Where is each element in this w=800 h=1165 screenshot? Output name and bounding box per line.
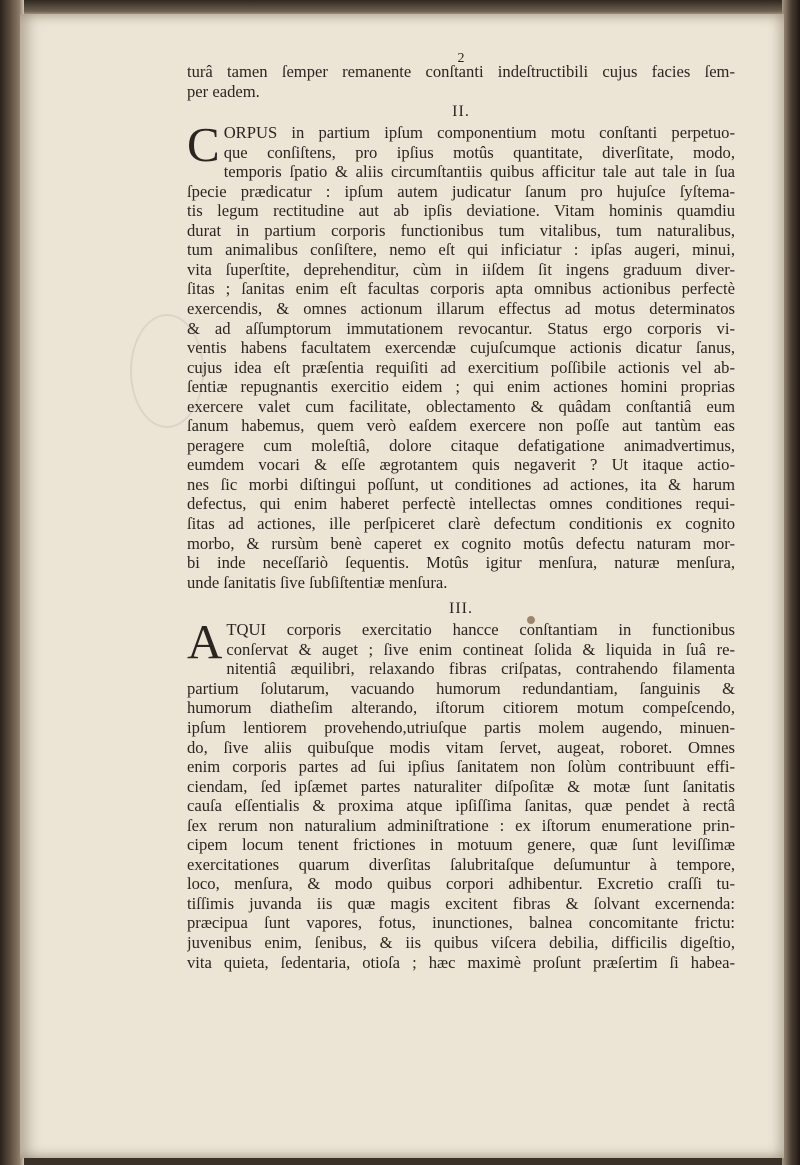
text-line: ſpecie prædicatur : ipſum autem judicatur ſanum pro hujuſce ſyſtema- [187, 181, 735, 201]
text-line: ſentiæ repugnantis exercitio eidem ; qui enim actiones homini proprias [187, 377, 735, 397]
text-line: vita ſuperſtite, deprehenditur, cùm in iiſdem ſit ingens graduum diver- [187, 259, 735, 279]
text-line: exercitationes quarum diverſitas ſalubritaſque deſumuntur à tempore, [187, 854, 735, 874]
text-line: eumdem vocari & eſſe ægrotantem quis negaverit ? Ut itaque actio- [187, 455, 735, 475]
book-edge-right [782, 0, 800, 1165]
section-3-paragraph [187, 614, 735, 972]
text-line: durat in partium corporis functionibus tum vitalibus, tum naturalibus, [187, 220, 735, 240]
text-line: turâ tamen ſemper remanente conſtanti indeſtructibili cujus facies ſem- [187, 62, 735, 81]
text-line: ORPUS in partium ipſum componentium motu conſtanti perpetuo- [223, 123, 735, 143]
text-line: præcipua ſunt vapores, fotus, inunctiones, balnea concomitante frictu: [187, 913, 735, 933]
text-line: cipem locum tenent frictiones in motuum genere, quæ ſunt leviſſimæ [187, 835, 735, 855]
text-line: bi inde neceſſariò ſequentis. Motûs igitur menſura, naturæ menſura, [187, 553, 735, 573]
text-line: defectus, qui enim haberet perfectè intellectas omnes conditiones requi- [187, 494, 735, 514]
text-line: unde ſanitatis ſive ſubſiſtentiæ menſura. [187, 572, 448, 592]
text-line: nitentiâ æquilibri, relaxando fibras criſpatas, contrahendo filamenta [226, 659, 735, 679]
text-line: ſitas ad actiones, ille perſpiceret clarè defectum conditionis ex cognito [187, 514, 735, 534]
text-line: nes ſic morbi diſtingui poſſunt, ut conditiones ad actiones, ita & harum [187, 474, 735, 494]
section-heading-3: III. [449, 600, 473, 618]
page-text [187, 52, 735, 972]
text-line: conſervat & auget ; ſive enim contineat ſolida & liquida in ſuâ re- [226, 639, 735, 659]
text-line: & ad aſſumptorum immutationem revocantur. Status ergo corporis vi- [187, 318, 735, 338]
text-line: partium ſolutarum, vacuando humorum redundantiam, ſanguinis & [187, 678, 735, 698]
dropcap-letter: C [187, 117, 220, 173]
text-line: cauſa eſſentialis & proxima atque ipſiſſima ſanitas, quæ pendet à rectâ [187, 796, 735, 816]
text-line: loco, menſura, & modo quibus corpori adhibentur. Excretio craſſi tu- [187, 874, 735, 894]
text-line: ventis habens facultatem exercendæ cujuſcumque actionis dicatur ſanus, [187, 338, 735, 358]
text-line: enim corporis partes ad ſui ipſius ſanitatem non ſolùm contribuunt effi- [187, 757, 735, 777]
text-line: cujus idea eſt præſentia requiſiti ad exercitium poſſibile actionis vel ab- [187, 357, 735, 377]
text-line: per eadem. [187, 81, 260, 101]
text-line: tis legum rectitudine aut ab ipſis deviatione. Vitam hominis quamdiu [187, 201, 735, 221]
page-number: 2 [457, 51, 465, 66]
section-heading-2: II. [452, 103, 470, 121]
text-line: que conſiſtens, pro ipſius motûs quantitate, diverſitate, modo, [223, 142, 735, 162]
text-line: do, ſive aliis quibuſque modis vitam ſervet, augeat, roboret. Omnes [187, 737, 735, 757]
text-line: peragere cum moleſtiâ, dolore citaque defatigatione animadvertimus, [187, 435, 735, 455]
text-line: exercere valet cum facilitate, oblectamento & quâdam conſtantiâ eum [187, 396, 735, 416]
text-line: ipſum lentiorem provehendo,utriuſque partis molem augendo, minuen- [187, 717, 735, 737]
text-line: tum animalibus conſiſtere, nemo eſt qui inficiatur : ipſas augeri, minui, [187, 240, 735, 260]
text-line: ſanum habemus, quem verò eaſdem exercere non poſſe aut tantùm eas [187, 416, 735, 436]
section-2-paragraph [187, 117, 735, 592]
intro-paragraph [187, 62, 735, 101]
text-line: juvenibus enim, ſenibus, & iis quibus viſcera debilia, difficilis digeſtio, [187, 932, 735, 952]
text-line: ciendam, ſed ipſæmet partes naturaliter diſpoſitæ & motæ ſunt ſanitatis [187, 776, 735, 796]
text-line: exercendis, & omnes actionum illarum effectus ad motus determinatos [187, 299, 735, 319]
text-line: temporis ſpatio & aliis circumſtantiis quibus afficitur tale aut tale in ſua [223, 162, 735, 182]
dropcap-letter: A [187, 614, 223, 670]
text-line: vita quieta, ſedentaria, otioſa ; hæc maximè proſunt præſertim ſi habea- [187, 952, 735, 972]
text-line: ſitas ; ſanitas enim eſt facultas corporis apta omnibus actionibus perfectè [187, 279, 735, 299]
text-line: humorum diatheſim alterando, iſtorum citiorem motum compeſcendo, [187, 698, 735, 718]
text-line: ſex rerum non naturalium adminiſtratione : ex iſtorum enumeratione prin- [187, 815, 735, 835]
text-line: TQUI corporis exercitatio hancce conſtantiam in functionibus [226, 620, 735, 640]
text-line: tiſſimis juvanda iis quæ magis excitent fibras & ſolvant excernenda: [187, 893, 735, 913]
text-line: morbo, & rursùm benè caperet ex cognito motûs defectu naturam mor- [187, 533, 735, 553]
